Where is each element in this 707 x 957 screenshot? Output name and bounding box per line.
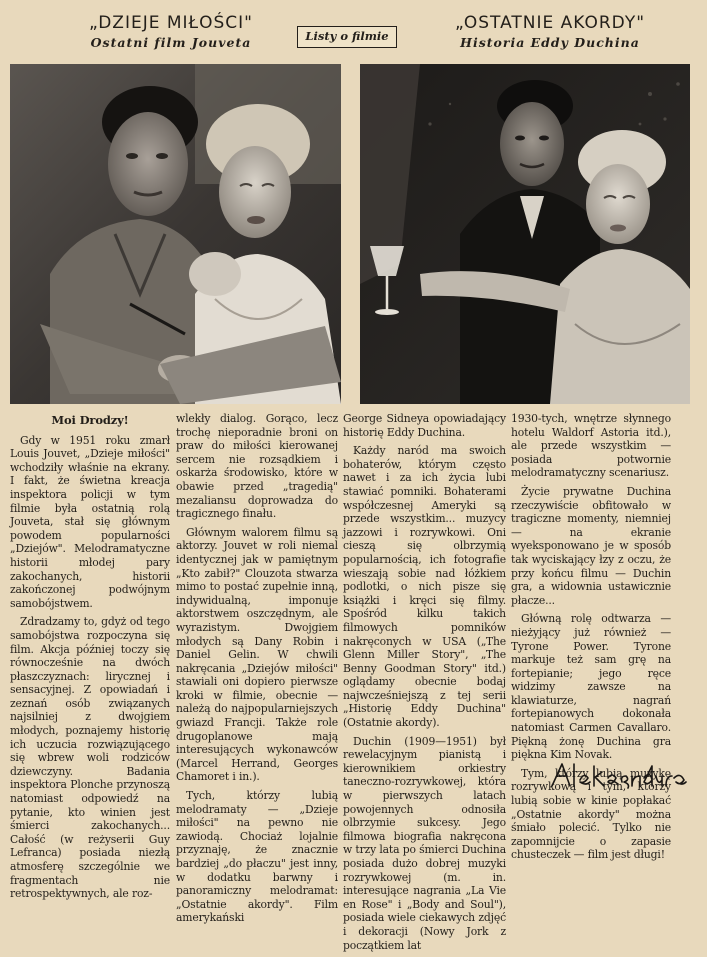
greeting: Moi Drodzy!	[51, 413, 129, 427]
paragraph: George Sidneya opowiadający historię Eddy Duchina.	[343, 412, 506, 439]
left-film-title: „DZIEJE MIŁOŚCI"	[89, 13, 253, 33]
article-column-4	[511, 412, 671, 867]
signature-image	[548, 760, 688, 792]
paragraph: Życie prywatne Duchina rzeczywiście obfitowało w tragiczne momenty, niemniej — na ekranie wyeksponowano je w sposób tak wyciskający łzy z oczu, że przy końcu filmu — Duchin gra, a widownia ustawicznie płacze...	[511, 484, 671, 607]
paragraph: Tych, którzy lubią melodramaty — „Dzieje miłości" na pewno nie zawiodą. Chociaż lojalnie przyznaję, że znacznie bardziej „do płaczu" jest inny, w dodatku barwny i panoramiczny melodramat: „Ostatnie akordy". Film amerykański	[176, 789, 338, 925]
paragraph: Główną rolę odtwarza — nieżyjący już również — Tyrone Power. Tyrone markuje też sam grę na fortepianie; jego ręce widzimy zawsze na klawiaturze, nagrań fortepianowych dokonała natomiast Carmen Cavallaro. Piękną żonę Duchina gra piękna Kim Novak.	[511, 612, 671, 762]
right-film-subtitle: Historia Eddy Duchina	[460, 35, 640, 50]
paragraph: Tym, którzy lubią muzykę rozrywkową i tym, którzy lubią sobie w kinie popłakać „Ostatnie akordy" można śmiało polecić. Tylko nie zapomnijcie o zapasie chusteczek — film jest długi!	[511, 766, 671, 862]
paragraph: 1930-tych, wnętrze słynnego hotelu Waldorf Astoria itd.), ale przede wszystkim — posiada potwornie melodramatyczny scenariusz.	[511, 412, 671, 480]
film-still-right	[360, 64, 690, 404]
article-column-2	[176, 412, 338, 930]
right-header	[410, 0, 690, 62]
paragraph: wlekły dialog. Gorąco, lecz trochę nieporadnie broni on praw do miłości kierowanej sercem nie rozsądkiem i oskarża środowisko, które w obawie przed „tragedią" mezaliansu doprowadza do tragicznego finału.	[176, 412, 338, 521]
paragraph: Głównym walorem filmu są aktorzy. Jouvet w roli niemal identycznej jak w pamiętnym „Kto zabił?" Clouzota stwarza mimo to postać zupełnie inną, indywidualną, imponuje aktorstwem oszczędnym, ale wyrazistym. Dwojgiem młodych są Dany Robin i Daniel Gelin. W chwili nakręcania „Dziejów miłości" stawiali oni dopiero pierwsze kroki w filmie, obecnie — należą do najpopularniejszych gwiazd Francji. Także role drugoplanowe mają interesujących wykonawców (Marcel Herrand, Georges Chamoret i in.).	[176, 525, 338, 784]
paragraph: Duchin (1909—1951) był rewelacyjnym pianistą i kierownikiem orkiestry taneczno-rozrywkowej, która w pierwszych latach powojennych odnosiła olbrzymie sukcesy. Jego filmowa biografia nakręcona w trzy lata po śmierci Duchina posiada dużo dobrej muzyki rozrywkowej (m. in. interesujące nagrania „La Vie en Rose" i „Body and Soul"), posiada wiele ciekawych zdjęć i dekoracji (Nowy Jork z początkiem lat	[343, 734, 507, 952]
left-film-subtitle: Ostatni film Jouveta	[90, 35, 252, 50]
right-film-title: „OSTATNIE AKORDY"	[454, 13, 646, 33]
paragraph: Każdy naród ma swoich bohaterów, którym często nawet i za ich życia lubi stawiać pomniki. Bohaterami współczesnej Ameryki są przede wszystkim... muzycy jazzowi i rozrywkowi. Oni cieszą się olbrzymią popularnością, ich fotografie wieszają sobie nad łóżkiem podlotki, o nich pisze się książki i kręci się filmy. Spośród kilku takich filmowych pomników nakręconych w USA („The Glenn Miller Story", „The Benny Goodman Story" itd.) oglądamy obecnie bodaj najwcześniejszą z tej serii „Historię Eddy Duchina" (Ostatnie akordy).	[343, 444, 506, 730]
author-signature	[548, 760, 688, 792]
paragraph: Gdy w 1951 roku zmarł Louis Jouvet, „Dzieje miłości" wchodziły właśnie na ekrany. I fakt, że świetna kreacja inspektora policji w tym filmie była ostatnią rolą Jouveta, stał się głównym powodem popularności „Dziejów". Melodramatyczne historii młodej pary zakochanych, historii zakończonej podwójnym samobójstwem.	[10, 433, 170, 610]
paragraph: Zdradzamy to, gdyż od tego samobójstwa rozpoczyna się film. Akcja później toczy się równocześnie na dwóch płaszczyznach: lirycznej i sensacyjnej. Z opowiadań i zeznań osób związanych najsilniej z dwojgiem młodych, poznajemy historię ich uczucia rozwiązującego się wbrew woli rodziców dziewczyny. Badania inspektora Plonche przynoszą natomiast odpowiedź na pytanie, kto winien jest śmierci zakochanych... Całość (w reżyserii Guy Lefranca) posiada niezłą atmosferę szczególnie we fragmentach nie retrospektywnych, ale roz-	[10, 615, 170, 901]
film-still-left-image	[10, 64, 341, 404]
film-still-right-image	[360, 64, 690, 404]
article-column-3	[343, 412, 506, 957]
left-header	[40, 0, 302, 62]
film-still-left	[10, 64, 341, 404]
article-column-1	[10, 412, 170, 906]
section-badge: Listy o filmie	[297, 26, 397, 48]
